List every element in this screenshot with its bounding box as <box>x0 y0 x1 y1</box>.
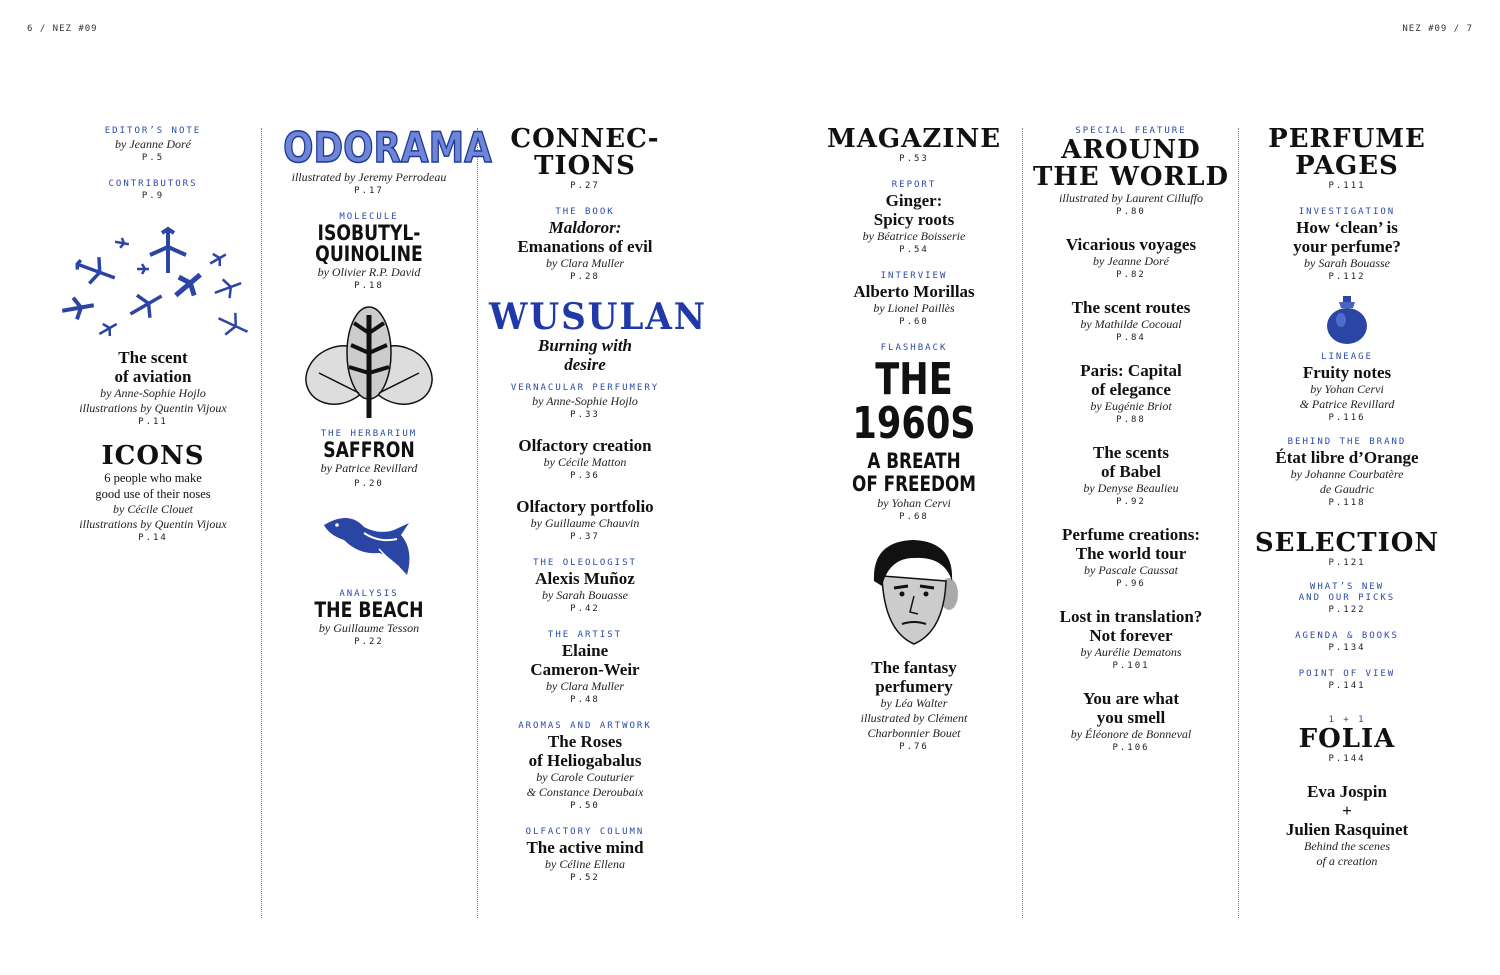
lost-translation-page: P.101 <box>1112 661 1150 671</box>
report-title-1: Ginger: <box>885 191 943 210</box>
babel-title-2: of Babel <box>1101 462 1161 481</box>
investigation-byline: by Sarah Bouasse <box>1304 256 1390 270</box>
herbarium-page: P.20 <box>354 479 384 489</box>
fantasy-title-1: The fantasy <box>871 658 957 677</box>
olfactory-creation-byline: by Cécile Matton <box>543 455 627 469</box>
lost-translation-title-2: Not forever <box>1089 626 1173 645</box>
magazine-title: MAGAZINE <box>826 124 1002 154</box>
molecule-page: P.18 <box>354 281 384 291</box>
connections-title-2: TIONS <box>534 151 636 181</box>
aviation-illustrator: illustrations by Quentin Vijoux <box>79 401 227 415</box>
routes-page: P.84 <box>1116 333 1146 343</box>
brand-title: État libre d’Orange <box>1275 448 1419 467</box>
you-smell-page: P.106 <box>1112 743 1150 753</box>
perfume-pages-title-2: PAGES <box>1295 151 1399 181</box>
vernacular-page: P.33 <box>570 410 600 420</box>
portfolio-title: Olfactory portfolio <box>516 497 654 516</box>
point-of-view-page: P.141 <box>1328 681 1366 691</box>
odorama-page: P.17 <box>354 186 384 196</box>
editor-note-kicker: EDITOR’S NOTE <box>104 126 202 136</box>
lineage-kicker: LINEAGE <box>1321 352 1373 362</box>
babel-title-1: The scents <box>1092 443 1170 462</box>
molecule-title-2: QUINOLINE <box>315 242 423 266</box>
column-1 <box>48 126 258 545</box>
odorama-title: ODORAMA <box>283 123 492 172</box>
plus-sign: + <box>1342 801 1352 820</box>
paris-title-2: of elegance <box>1091 380 1171 399</box>
investigation-page: P.112 <box>1328 272 1366 282</box>
around-world-title-2: THE WORLD <box>1032 162 1230 192</box>
lineage-byline-1: by Yohan Cervi <box>1310 382 1384 396</box>
editor-note-byline: by Jeanne Doré <box>115 137 191 151</box>
beach-kicker: ANALYSIS <box>339 589 399 599</box>
routes-title: The scent routes <box>1071 298 1191 317</box>
aviation-byline: by Anne-Sophie Hojlo <box>100 386 206 400</box>
herbarium-byline: by Patrice Revillard <box>320 461 418 475</box>
lineage-byline-2: & Patrice Revillard <box>1299 397 1395 411</box>
olfactory-column-byline: by Céline Ellena <box>545 857 625 871</box>
portfolio-byline: by Guillaume Chauvin <box>530 516 640 530</box>
investigation-kicker: INVESTIGATION <box>1298 207 1396 217</box>
aromas-title-2: of Heliogabalus <box>528 751 642 770</box>
you-smell-title-2: you smell <box>1096 708 1166 727</box>
interview-title: Alberto Morillas <box>853 282 975 301</box>
flashback-kicker: FLASHBACK <box>880 343 948 353</box>
saffron-illustration <box>299 303 439 423</box>
book-kicker: THE BOOK <box>555 207 615 217</box>
selection-page: P.121 <box>1328 558 1366 568</box>
book-title-1: Maldoror: <box>548 218 622 237</box>
molecule-kicker: MOLECULE <box>339 212 399 222</box>
icons-page: P.14 <box>138 533 168 543</box>
icons-title: ICONS <box>101 441 205 471</box>
folia-kicker: 1 + 1 <box>1328 715 1366 725</box>
magazine-page: P.53 <box>899 154 929 164</box>
artist-title-2: Cameron-Weir <box>530 660 640 679</box>
connections-page: P.27 <box>570 181 600 191</box>
book-byline: by Clara Muller <box>546 256 624 270</box>
artist-title-1: Elaine <box>561 641 609 660</box>
agenda-kicker: AGENDA & BOOKS <box>1295 631 1399 641</box>
aromas-page: P.50 <box>570 801 600 811</box>
interview-byline: by Lionel Paillès <box>873 301 955 315</box>
vernacular-byline: by Anne-Sophie Hojlo <box>532 394 638 408</box>
world-tour-title-1: Perfume creations: <box>1062 525 1200 544</box>
icons-desc-1: 6 people who make <box>104 471 202 485</box>
artist-byline: by Clara Muller <box>546 679 624 693</box>
editor-note-page: P.5 <box>141 153 165 163</box>
flashback-subtitle-1: A BREATH <box>867 449 961 473</box>
book-title-2: Emanations of evil <box>517 237 653 256</box>
around-world-page: P.80 <box>1116 207 1146 217</box>
portfolio-page: P.37 <box>570 532 600 542</box>
report-byline: by Béatrice Boisserie <box>862 229 966 243</box>
book-page: P.28 <box>570 272 600 282</box>
fantasy-page: P.76 <box>899 742 929 752</box>
beach-page: P.22 <box>354 637 384 647</box>
interview-page: P.60 <box>899 317 929 327</box>
eva-jospin: Eva Jospin <box>1307 782 1387 801</box>
lineage-page: P.116 <box>1328 413 1366 423</box>
whats-new-page: P.122 <box>1328 605 1366 615</box>
icons-byline: by Cécile Clouet <box>113 502 193 516</box>
routes-byline: by Mathilde Cocoual <box>1080 317 1182 331</box>
perfume-bottle-icon <box>1325 294 1369 344</box>
agenda-page: P.134 <box>1328 643 1366 653</box>
oleologist-title: Alexis Muñoz <box>535 569 635 588</box>
behind-scenes-1: Behind the scenes <box>1304 839 1390 853</box>
perfume-pages-page: P.111 <box>1328 181 1366 191</box>
folia-title: FOLIA <box>1298 724 1396 754</box>
airplanes-illustration <box>58 223 248 348</box>
aviation-title-1: The scent <box>118 348 188 367</box>
around-world-byline: illustrated by Laurent Cilluffo <box>1059 191 1203 205</box>
olfactory-creation-title: Olfactory creation <box>518 436 652 455</box>
flashback-subtitle-2: OF FREEDOM <box>852 472 976 496</box>
investigation-title-2: your perfume? <box>1293 237 1401 256</box>
whats-new-kicker-2: AND OUR PICKS <box>1298 593 1396 603</box>
oleologist-page: P.42 <box>570 604 600 614</box>
beach-byline: by Guillaume Tesson <box>318 621 420 635</box>
oleologist-byline: by Sarah Bouasse <box>542 588 628 602</box>
around-world-title-1: AROUND <box>1061 135 1201 165</box>
flashback-byline: by Yohan Cervi <box>877 496 951 510</box>
column-divider <box>261 128 262 918</box>
fantasy-byline-2: illustrated by Clément <box>860 711 968 725</box>
whats-new-kicker-1: WHAT’S NEW <box>1309 582 1385 592</box>
aromas-title-1: The Roses <box>547 732 623 751</box>
bird-illustration <box>319 505 419 585</box>
lineage-title: Fruity notes <box>1302 363 1392 382</box>
oleologist-kicker: THE OLEOLOGIST <box>533 558 637 568</box>
column-5 <box>1029 126 1233 755</box>
molecule-title-1: ISOBUTYL- <box>317 221 421 245</box>
olfactory-creation-page: P.36 <box>570 471 600 481</box>
molecule-byline: by Olivier R.P. David <box>317 265 421 279</box>
world-tour-byline: by Pascale Caussat <box>1084 563 1178 577</box>
vicarious-title: Vicarious voyages <box>1065 235 1197 254</box>
investigation-title-1: How ‘clean’ is <box>1296 218 1398 237</box>
aromas-kicker: AROMAS AND ARTWORK <box>518 721 652 731</box>
vicarious-page: P.82 <box>1116 270 1146 280</box>
interview-kicker: INTERVIEW <box>880 271 948 281</box>
julien-rasquinet: Julien Rasquinet <box>1285 820 1409 839</box>
portrait-illustration <box>864 536 964 648</box>
column-6 <box>1245 126 1449 869</box>
paris-title-1: Paris: Capital <box>1080 361 1182 380</box>
folio-right: NEZ #09 / 7 <box>1402 24 1473 34</box>
contributors-kicker: CONTRIBUTORS <box>108 179 198 189</box>
column-3 <box>484 124 707 885</box>
olfactory-column-page: P.52 <box>570 873 600 883</box>
connections-title-1: CONNEC- <box>510 124 660 154</box>
wusulan-subtitle-1: Burning with <box>537 336 633 355</box>
column-4 <box>812 126 1016 754</box>
you-smell-byline: by Éléonore de Bonneval <box>1070 727 1192 741</box>
paris-page: P.88 <box>1116 415 1146 425</box>
point-of-view-kicker: POINT OF VIEW <box>1298 669 1396 679</box>
aviation-page: P.11 <box>138 417 168 427</box>
world-tour-title-2: The world tour <box>1075 544 1187 563</box>
folio-left: 6 / NEZ #09 <box>27 24 98 34</box>
icons-desc-2: good use of their noses <box>95 487 211 501</box>
contributors-page: P.9 <box>141 191 165 201</box>
report-kicker: REPORT <box>891 180 937 190</box>
flashback-title-2: 1960S <box>852 398 976 449</box>
herbarium-kicker: THE HERBARIUM <box>320 429 418 439</box>
olfactory-column-kicker: OLFACTORY COLUMN <box>525 827 645 837</box>
world-tour-page: P.96 <box>1116 579 1146 589</box>
column-2 <box>268 123 492 649</box>
flashback-title-1: THE <box>875 354 953 405</box>
odorama-byline: illustrated by Jeremy Perrodeau <box>291 170 447 184</box>
fantasy-byline-1: by Léa Walter <box>880 696 948 710</box>
report-title-2: Spicy roots <box>873 210 955 229</box>
icons-illustrator: illustrations by Quentin Vijoux <box>79 517 227 531</box>
paris-byline: by Eugénie Briot <box>1090 399 1172 413</box>
behind-scenes-2: of a creation <box>1316 854 1378 868</box>
babel-byline: by Denyse Beaulieu <box>1083 481 1179 495</box>
fantasy-byline-3: Charbonnier Bouet <box>867 726 961 740</box>
you-smell-title-1: You are what <box>1082 689 1180 708</box>
column-divider <box>1238 128 1239 918</box>
perfume-pages-title-1: PERFUME <box>1268 124 1426 154</box>
brand-page: P.118 <box>1328 498 1366 508</box>
herbarium-title: SAFFRON <box>323 438 415 462</box>
report-page: P.54 <box>899 245 929 255</box>
olfactory-column-title: The active mind <box>526 838 644 857</box>
babel-page: P.92 <box>1116 497 1146 507</box>
folia-page: P.144 <box>1328 754 1366 764</box>
aromas-byline-1: by Carole Couturier <box>536 770 634 784</box>
wusulan-subtitle-2: desire <box>564 355 606 374</box>
special-feature-kicker: SPECIAL FEATURE <box>1075 126 1187 136</box>
vicarious-byline: by Jeanne Doré <box>1093 254 1169 268</box>
column-divider <box>477 128 478 918</box>
selection-title: SELECTION <box>1254 528 1440 558</box>
brand-byline-2: de Gaudric <box>1319 482 1375 496</box>
wusulan-title: WUSULAN <box>489 296 707 338</box>
fantasy-title-2: perfumery <box>875 677 953 696</box>
brand-byline-1: by Johanne Courbatère <box>1290 467 1404 481</box>
aviation-title-2: of aviation <box>114 367 192 386</box>
vernacular-kicker: VERNACULAR PERFUMERY <box>510 383 660 393</box>
lost-translation-title-1: Lost in translation? <box>1059 607 1203 626</box>
aromas-byline-2: & Constance Deroubaix <box>526 785 644 799</box>
brand-kicker: BEHIND THE BRAND <box>1287 437 1407 447</box>
lost-translation-byline: by Aurélie Dematons <box>1080 645 1182 659</box>
artist-kicker: THE ARTIST <box>547 630 623 640</box>
flashback-page: P.68 <box>899 512 929 522</box>
column-divider <box>1022 128 1023 918</box>
beach-title: THE BEACH <box>314 598 424 622</box>
artist-page: P.48 <box>570 695 600 705</box>
